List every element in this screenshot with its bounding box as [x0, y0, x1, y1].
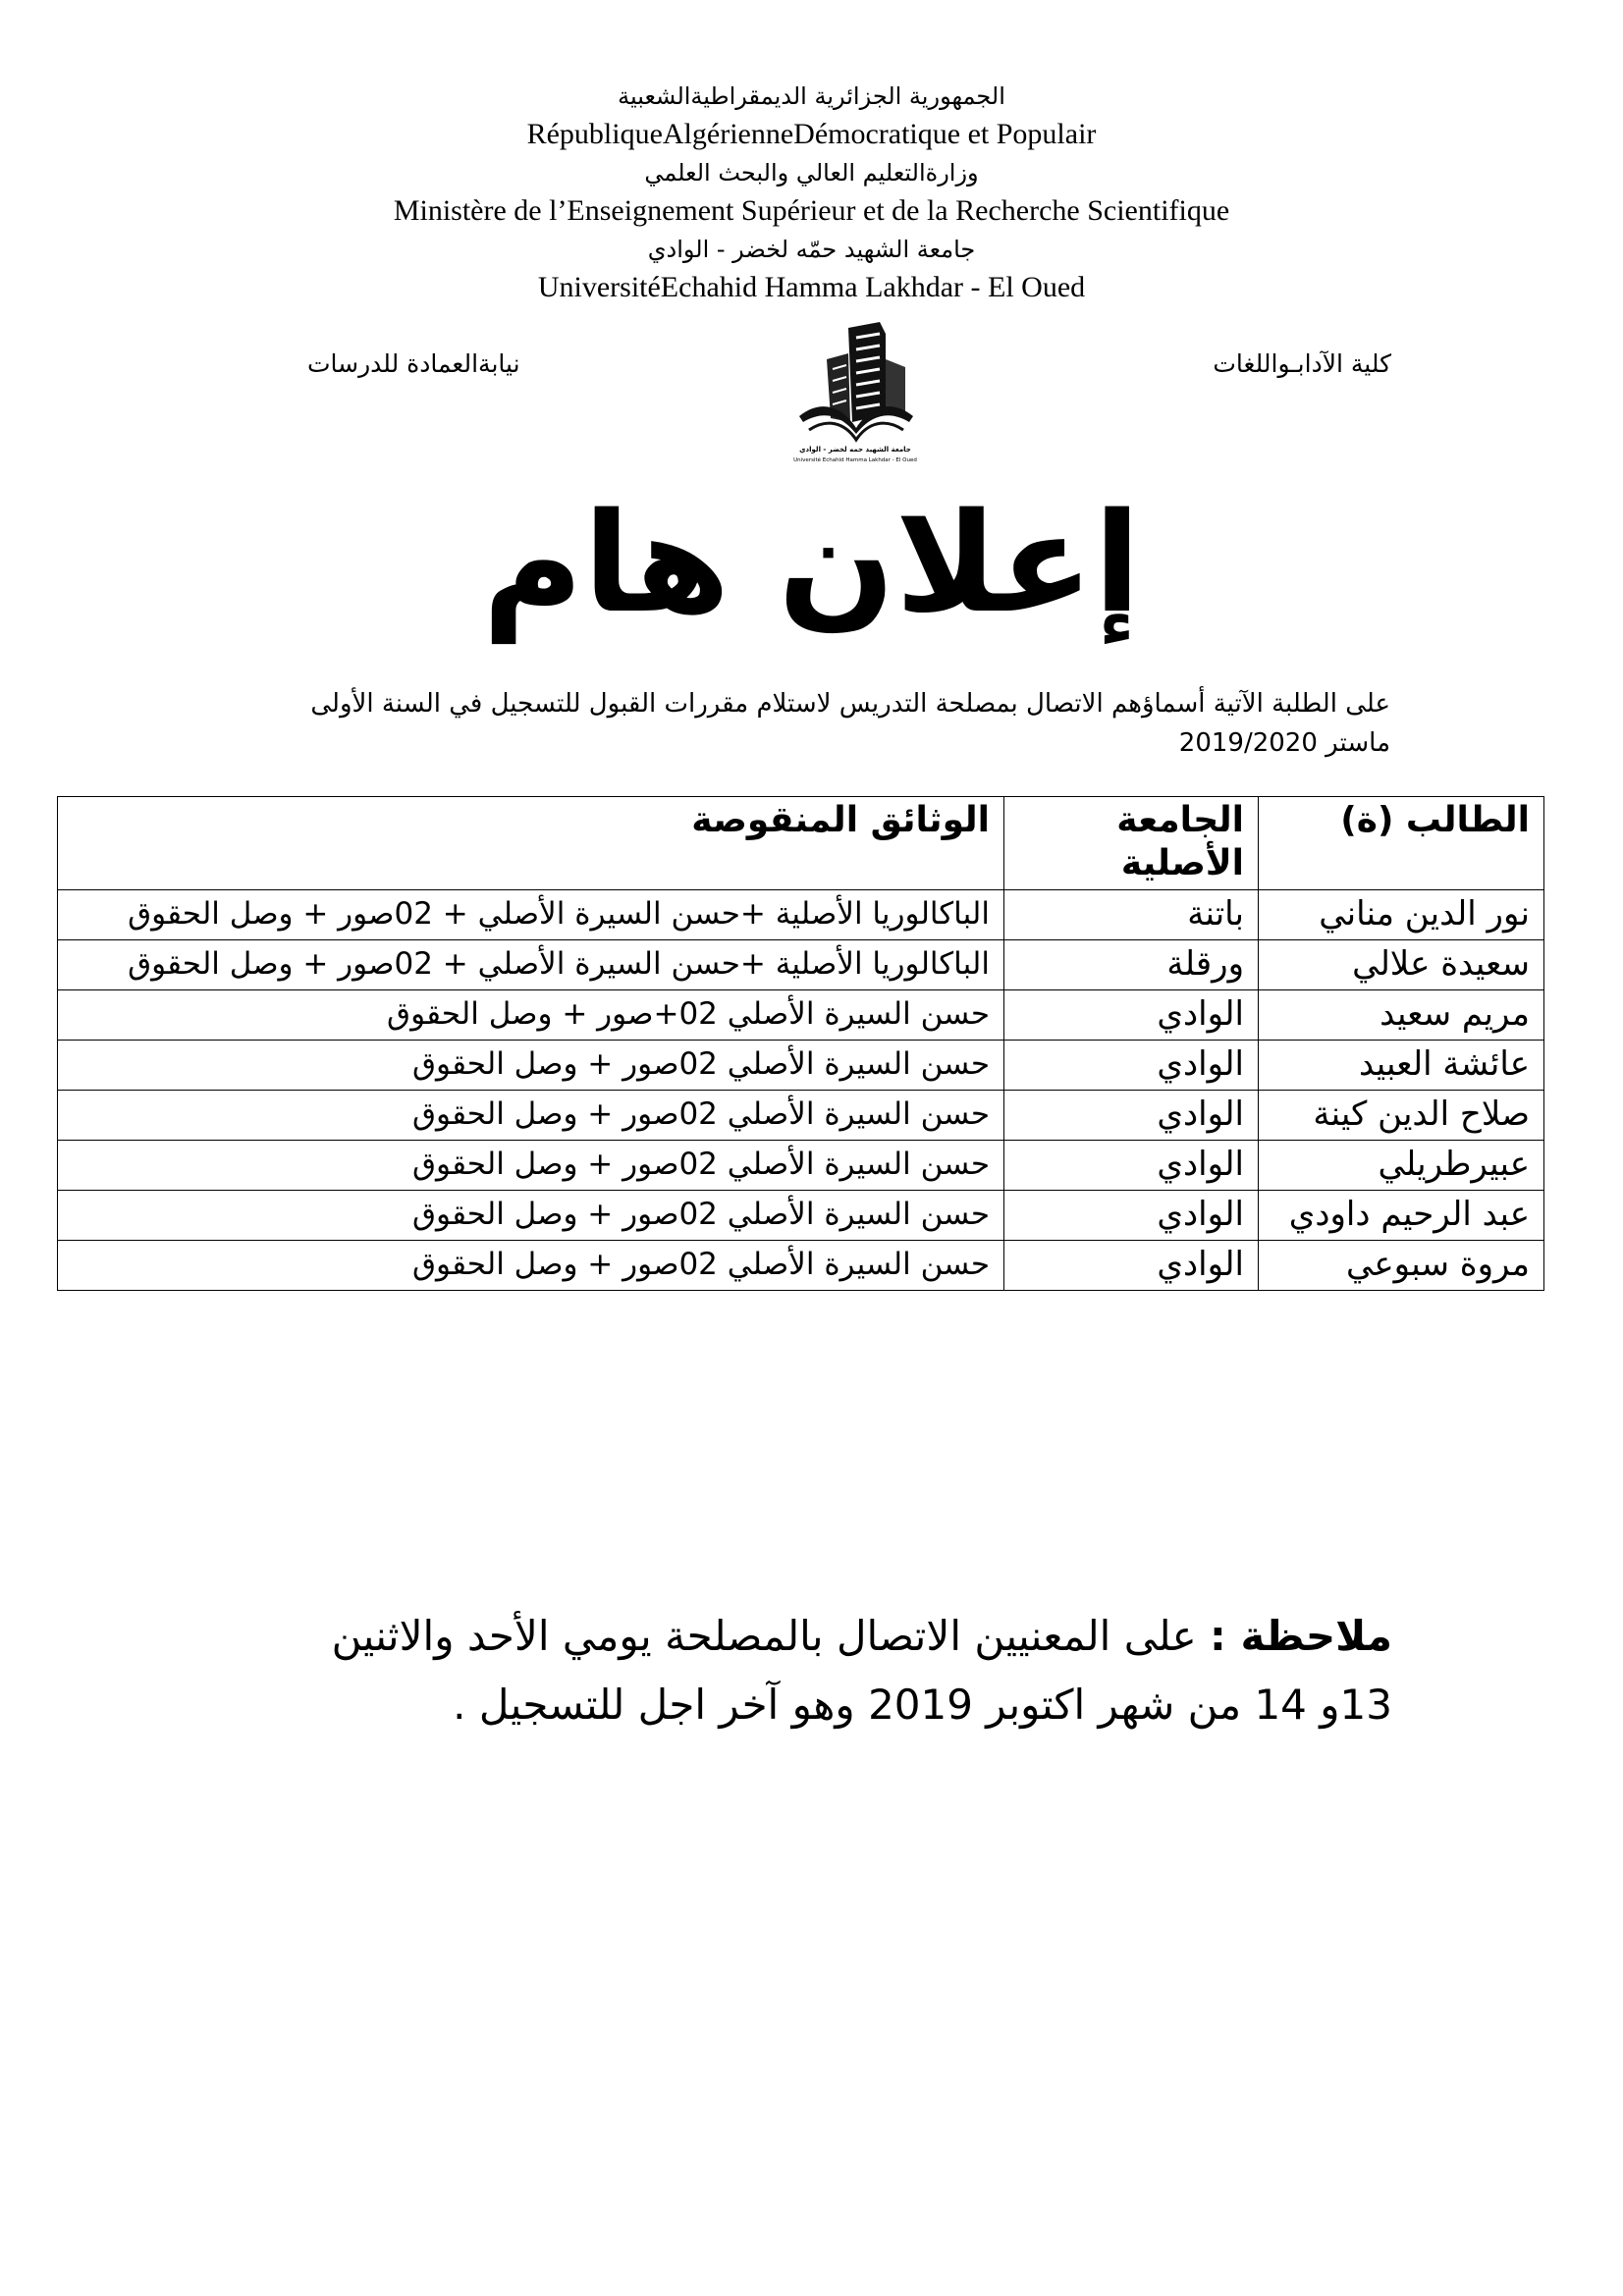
deanship-label: نيابةالعمادة للدرسات — [307, 349, 520, 378]
table-row — [58, 1241, 1544, 1291]
student-university: الوادي — [1004, 1041, 1259, 1091]
logo-fr-text: Université Echahid Hamma Lakhdar - El Oued — [793, 457, 917, 463]
student-university: الوادي — [1004, 1191, 1259, 1241]
faculty-label: كلية الآدابـواللغات — [1213, 349, 1391, 378]
student-university: الوادي — [1004, 1141, 1259, 1191]
student-university: باتنة — [1004, 890, 1259, 940]
student-university: الوادي — [1004, 1241, 1259, 1291]
missing-documents: حسن السيرة الأصلي 02+صور + وصل الحقوق — [58, 990, 1004, 1041]
student-university: ورقلة — [1004, 940, 1259, 990]
header-fr-ministry: Ministère de l’Enseignement Supérieur et de la Recherche Scientifique — [393, 194, 1230, 227]
table-row — [58, 940, 1544, 990]
table-header-row — [58, 797, 1544, 890]
student-name: سعيدة علالي — [1259, 940, 1544, 990]
students-table — [57, 796, 1544, 1291]
table-row — [58, 1191, 1544, 1241]
header-documents: الوثائق المنقوصة — [58, 797, 1004, 890]
missing-documents: حسن السيرة الأصلي 02صور + وصل الحقوق — [58, 1041, 1004, 1091]
note-label: ملاحظة : — [1210, 1612, 1392, 1660]
table-row — [58, 1141, 1544, 1191]
student-name: مروة سبوعي — [1259, 1241, 1544, 1291]
header-ar-ministry: وزارةالتعليم العالي والبحث العلمي — [644, 159, 979, 187]
header-fr-university: UniversitéEchahid Hamma Lakhdar - El Oued — [537, 271, 1086, 303]
header-student: الطالب (ة) — [1259, 797, 1544, 890]
student-name: عائشة العبيد — [1259, 1041, 1544, 1091]
missing-documents: حسن السيرة الأصلي 02صور + وصل الحقوق — [58, 1191, 1004, 1241]
student-name: مريم سعيد — [1259, 990, 1544, 1041]
missing-documents: حسن السيرة الأصلي 02صور + وصل الحقوق — [58, 1091, 1004, 1141]
table-row — [58, 890, 1544, 940]
missing-documents: الباكالوريا الأصلية +حسن السيرة الأصلي + 02صور + وصل الحقوق — [58, 890, 1004, 940]
logo-ar-text: جامعة الشهيد حمه لخضر - الوادي — [799, 446, 911, 454]
header-fr-republic: RépubliqueAlgérienneDémocratique et Populair — [526, 118, 1097, 150]
missing-documents: حسن السيرة الأصلي 02صور + وصل الحقوق — [58, 1241, 1004, 1291]
student-university: الوادي — [1004, 990, 1259, 1041]
note-paragraph — [295, 1602, 1392, 1739]
student-name: عبيرطريلي — [1259, 1141, 1544, 1191]
note-text: على المعنيين الاتصال بالمصلحة يومي الأحد والاثنين 13و 14 من شهر اكتوبر 2019 وهو آخر اجل للتسجيل . — [331, 1612, 1392, 1729]
table-row — [58, 990, 1544, 1041]
missing-documents: حسن السيرة الأصلي 02صور + وصل الحقوق — [58, 1141, 1004, 1191]
header-ar-republic: الجمهورية الجزائرية الديمقراطيةالشعبية — [618, 82, 1005, 110]
header-university: الجامعة الأصلية — [1004, 797, 1259, 890]
student-university: الوادي — [1004, 1091, 1259, 1141]
missing-documents: الباكالوريا الأصلية +حسن السيرة الأصلي + 02صور + وصل الحقوق — [58, 940, 1004, 990]
intro-paragraph: على الطلبة الآتية أسماؤهم الاتصال بمصلحة التدريس لاستلام مقررات القبول للتسجيل في السنة الأولى ماستر 2019/2020 — [310, 689, 1390, 758]
table-row — [58, 1091, 1544, 1141]
student-name: صلاح الدين كينة — [1259, 1091, 1544, 1141]
header-ar-university: جامعة الشهيد حمّه لخضر - الوادي — [647, 236, 976, 263]
student-name: عبد الرحيم داودي — [1259, 1191, 1544, 1241]
announcement-title: إعلان هام — [482, 484, 1141, 644]
table-row — [58, 1041, 1544, 1091]
university-logo — [791, 320, 919, 465]
student-name: نور الدين مناني — [1259, 890, 1544, 940]
